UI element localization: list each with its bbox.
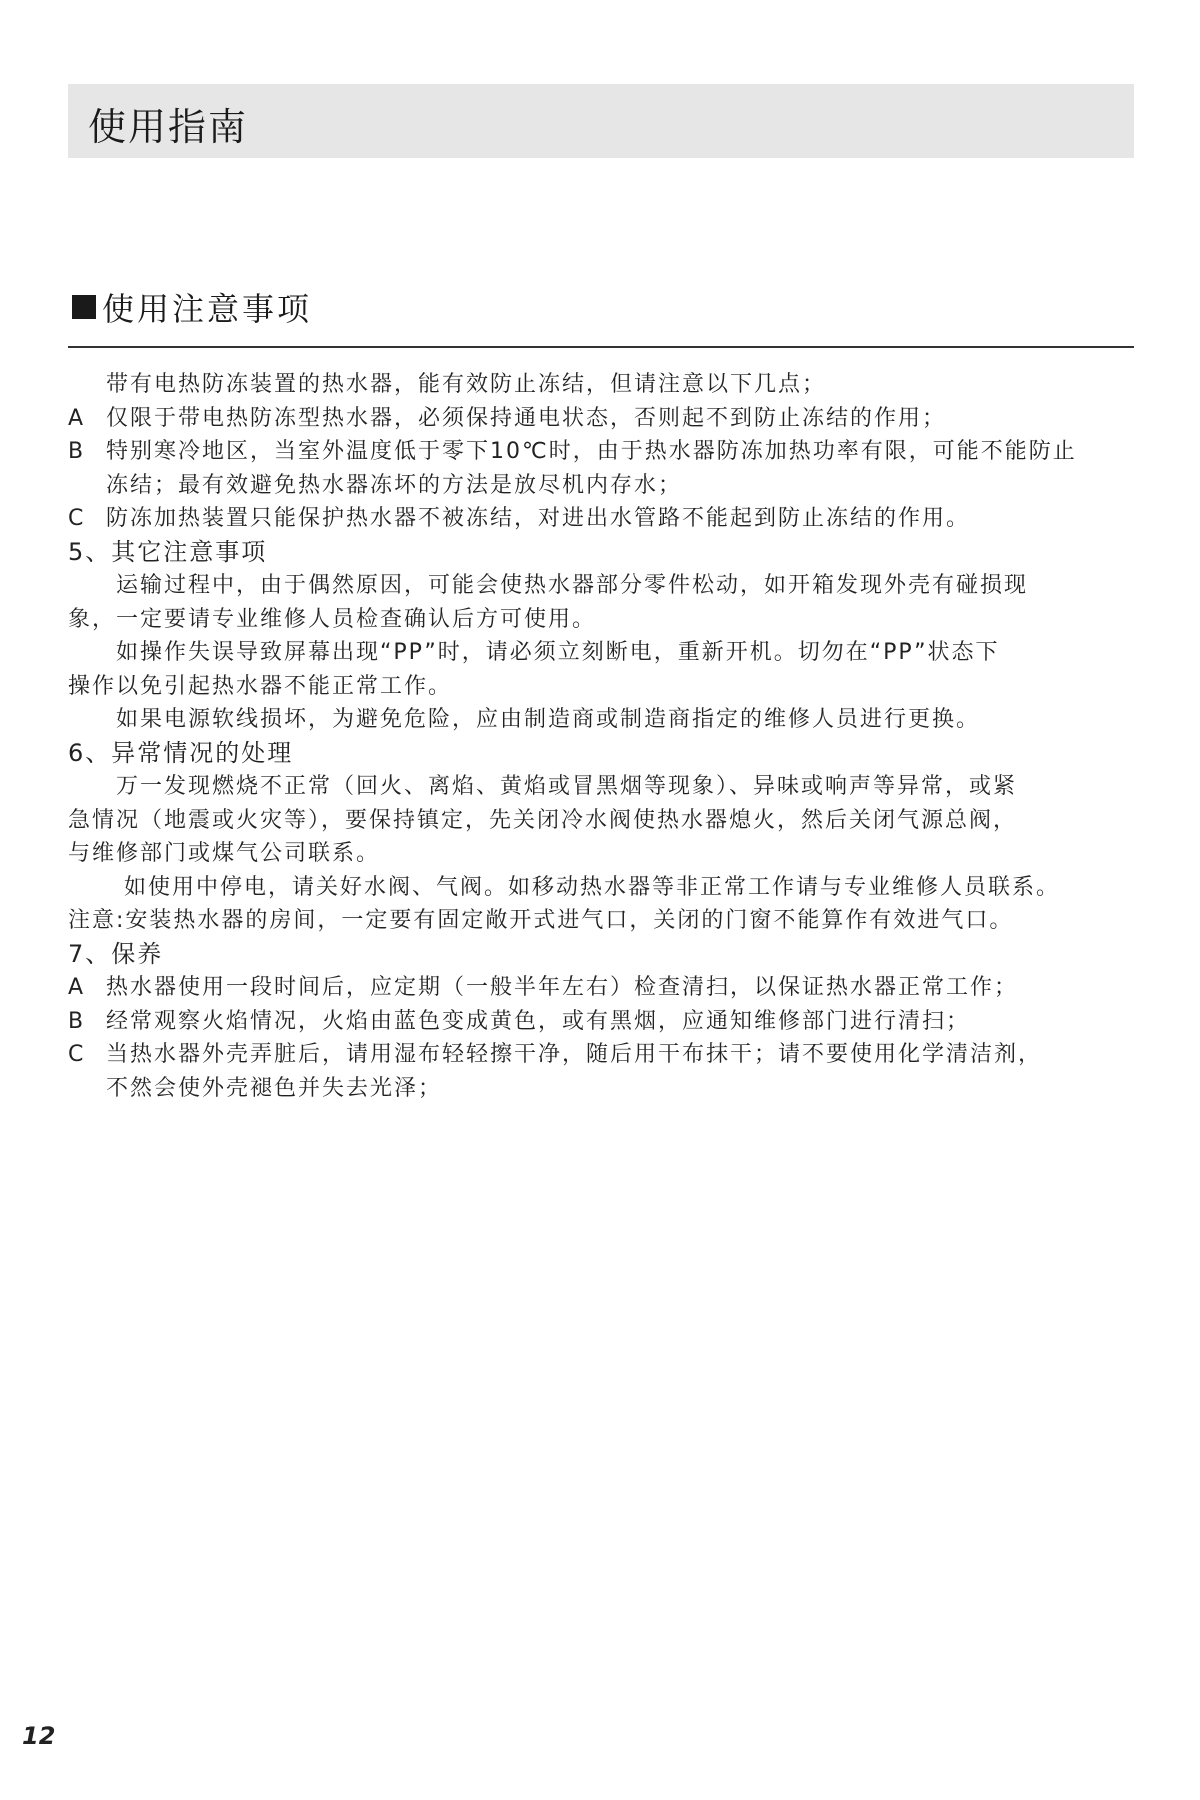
page-number: 12 bbox=[22, 1722, 56, 1750]
maintenance-item-c-cont: 不然会使外壳褪色并失去光泽； bbox=[106, 1075, 443, 1101]
paragraph-line: 万一发现燃烧不正常（回火、离焰、黄焰或冒黑烟等现象）、异味或响声等异常，或紧 bbox=[116, 774, 1018, 799]
item-marker: C bbox=[68, 506, 86, 531]
item-text: 仅限于带电热防冻型热水器，必须保持通电状态，否则起不到防止冻结的作用； bbox=[106, 405, 947, 431]
heading-other-notes: 5、其它注意事项 bbox=[68, 537, 268, 566]
freeze-item-a bbox=[68, 402, 1148, 436]
section-title bbox=[72, 284, 312, 330]
paragraph-line: 如使用中停电，请关好水阀、气阀。如移动热水器等非正常工作请与专业维修人员联系。 bbox=[124, 874, 1061, 900]
heading-abnormal: 6、异常情况的处理 bbox=[68, 738, 294, 767]
document-body bbox=[68, 368, 1148, 1105]
freeze-item-c bbox=[68, 502, 1148, 536]
paragraph-line: 如操作失误导致屏幕出现“PP”时，请必须立刻断电，重新开机。切勿在“PP”状态下 bbox=[116, 640, 1000, 665]
heading-maintenance: 7、保养 bbox=[68, 939, 164, 968]
item-text: 热水器使用一段时间后，应定期（一般半年左右）检查清扫，以保证热水器正常工作； bbox=[106, 975, 1019, 1000]
paragraph-line: 操作以免引起热水器不能正常工作。 bbox=[68, 673, 453, 699]
item-text: 特别寒冷地区，当室外温度低于零下10℃时，由于热水器防冻加热功率有限，可能不能防止 bbox=[106, 439, 1077, 464]
paragraph-line: 如果电源软线损坏，为避免危险，应由制造商或制造商指定的维修人员进行更换。 bbox=[116, 707, 981, 732]
maintenance-item-b bbox=[68, 1005, 1148, 1039]
paragraph-line: 运输过程中，由于偶然原因，可能会使热水器部分零件松动，如开箱发现外壳有碰损现 bbox=[116, 573, 1029, 598]
paragraph-line: 象，一定要请专业维修人员检查确认后方可使用。 bbox=[68, 606, 597, 632]
item-marker: A bbox=[68, 975, 86, 1000]
note-line: 注意:安装热水器的房间，一定要有固定敞开式进气口，关闭的门窗不能算作有效进气口。 bbox=[68, 908, 1014, 933]
section-title-text: 使用注意事项 bbox=[102, 290, 313, 328]
item-marker: A bbox=[68, 405, 86, 431]
paragraph-line: 急情况（地震或火灾等），要保持镇定，先关闭冷水阀使热水器熄火，然后关闭气源总阀， bbox=[68, 807, 1018, 833]
item-text: 防冻加热装置只能保护热水器不被冻结，对进出水管路不能起到防止冻结的作用。 bbox=[106, 506, 971, 531]
freeze-item-b-cont: 冻结；最有效避免热水器冻坏的方法是放尽机内存水； bbox=[106, 472, 683, 498]
freeze-intro: 带有电热防冻装置的热水器，能有效防止冻结，但请注意以下几点； bbox=[106, 372, 827, 397]
item-marker: B bbox=[68, 439, 86, 464]
item-text: 经常观察火焰情况，火焰由蓝色变成黄色，或有黑烟，应通知维修部门进行清扫； bbox=[106, 1008, 971, 1034]
maintenance-item-c bbox=[68, 1038, 1148, 1072]
freeze-item-b bbox=[68, 435, 1148, 469]
maintenance-item-a bbox=[68, 971, 1148, 1005]
item-text: 当热水器外壳弄脏后，请用湿布轻轻擦干净，随后用干布抹干；请不要使用化学清洁剂， bbox=[106, 1042, 1043, 1067]
paragraph-line: 与维修部门或煤气公司联系。 bbox=[68, 841, 381, 866]
item-marker: C bbox=[68, 1042, 86, 1067]
item-marker: B bbox=[68, 1008, 86, 1034]
black-square-icon bbox=[72, 295, 96, 319]
header-band bbox=[68, 84, 1134, 158]
section-divider bbox=[68, 346, 1134, 348]
page-title: 使用指南 bbox=[88, 105, 249, 149]
